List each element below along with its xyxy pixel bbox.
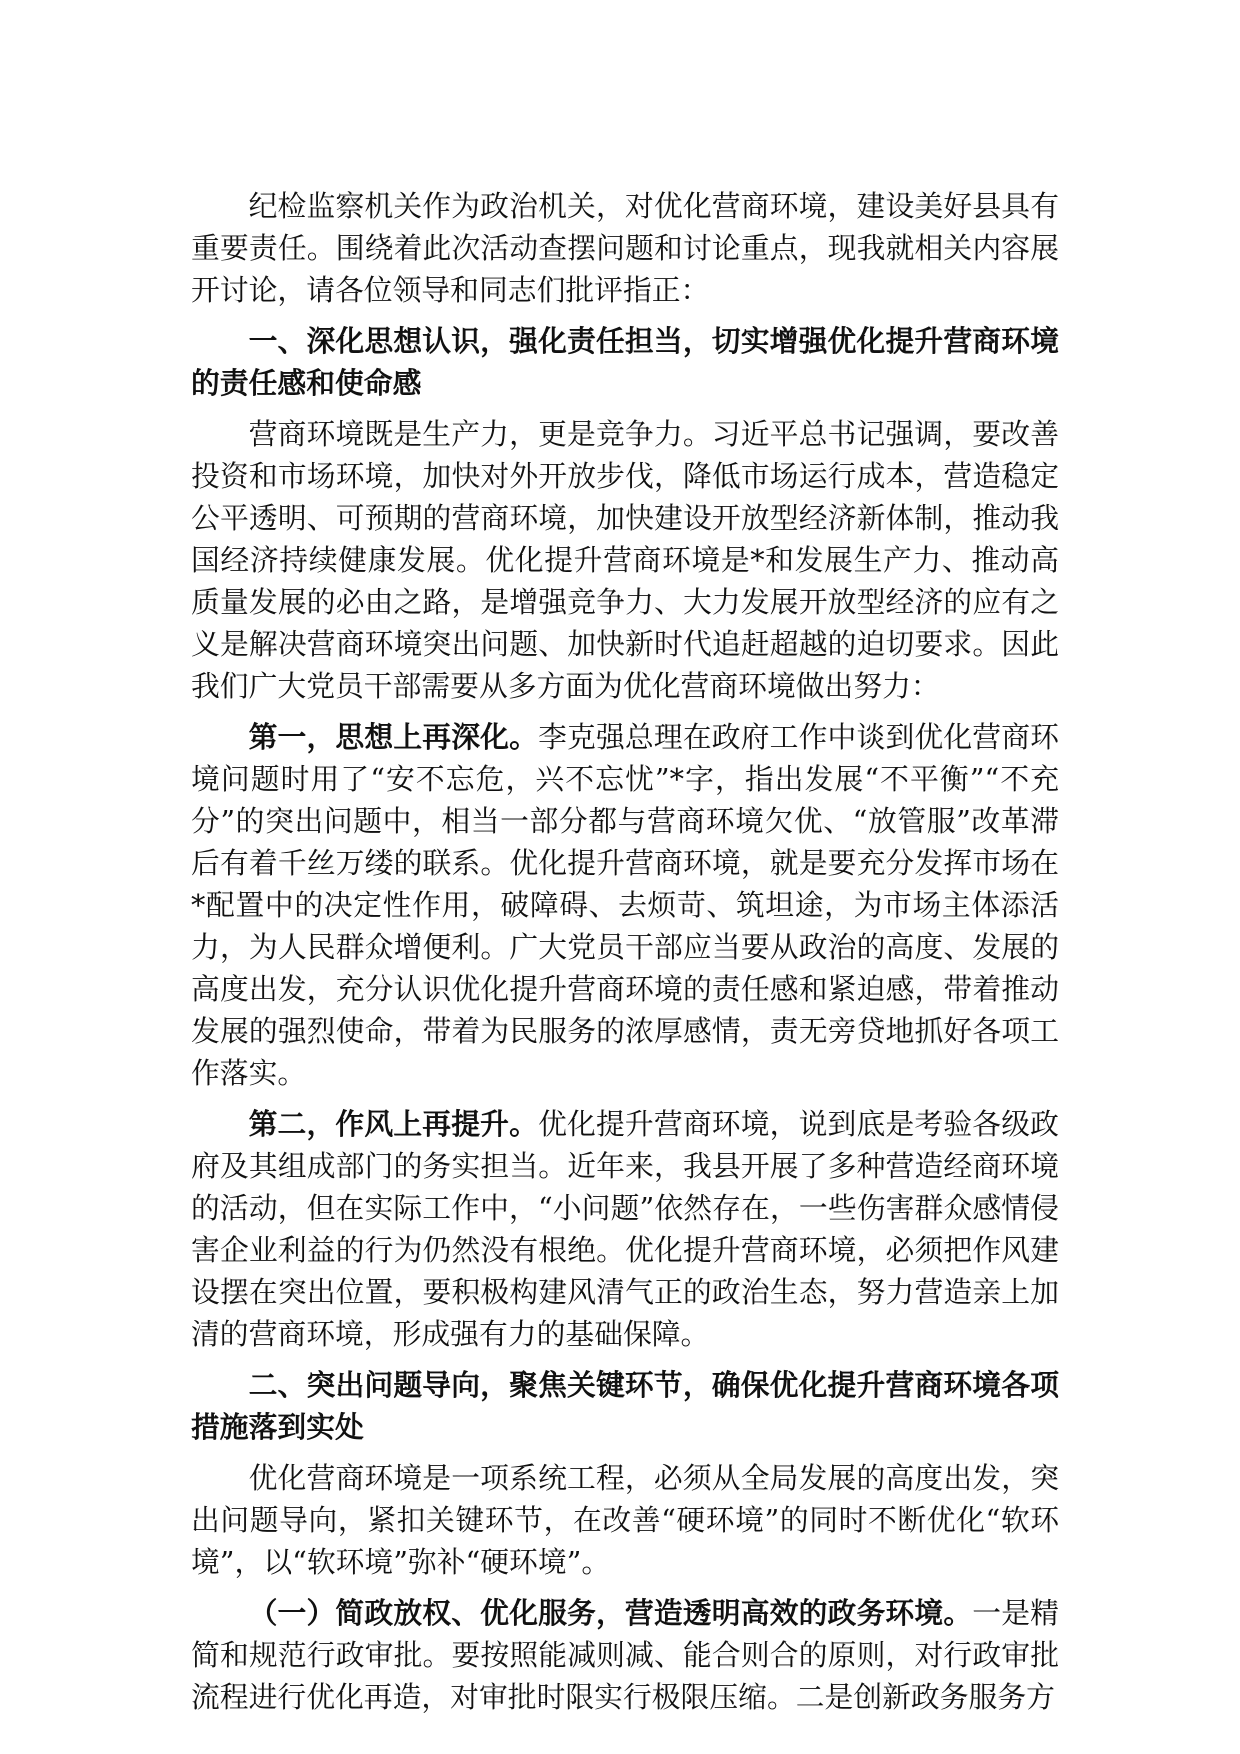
paragraph-text: 一是精简和规范行政审批。要按照能减则减、能合则合的原则，对行政审批流程进行优化再造，对审批时限实行极限压缩。二是创新政务服务方: [191, 1596, 1059, 1714]
section-heading-2: [191, 1364, 1059, 1448]
paragraph-text: 优化营商环境是一项系统工程，必须从全局发展的高度出发，突出问题导向，紧扣关键环节，在改善“硬环境”的同时不断优化“软环境”，以“软环境”弥补“硬环境”。: [191, 1461, 1059, 1579]
paragraph-text: 纪检监察机关作为政治机关，对优化营商环境，建设美好县具有重要责任。围绕着此次活动查摆问题和讨论重点，现我就相关内容展开讨论，请各位领导和同志们批评指正：: [191, 189, 1059, 307]
heading-text: 一、深化思想认识，强化责任担当，切实增强优化提升营商环境的责任感和使命感: [191, 324, 1059, 400]
paragraph-lead: 第二，作风上再提升。: [248, 1107, 539, 1141]
body-paragraph: [191, 716, 1059, 1094]
intro-paragraph: [191, 185, 1059, 311]
paragraph-text: 优化提升营商环境，说到底是考验各级政府及其组成部门的务实担当。近年来，我县开展了多种营造经商环境的活动，但在实际工作中，“小问题”依然存在，一些伤害群众感情侵害企业利益的行为仍然没有根绝。优化提升营商环境，必须把作风建设摆在突出位置，要积极构建风清气正的政治生态，努力营造亲上加清的营商环境，形成强有力的基础保障。: [191, 1107, 1059, 1351]
body-paragraph: [191, 1103, 1059, 1355]
body-paragraph: [191, 1457, 1059, 1583]
paragraph-lead: （一）简政放权、优化服务，营造透明高效的政务环境。: [248, 1596, 973, 1630]
paragraph-text: 李克强总理在政府工作中谈到优化营商环境问题时用了“安不忘危，兴不忘忧”*字，指出发展“不平衡”“不充分”的突出问题中，相当一部分都与营商环境欠优、“放管服”改革滞后有着千丝万缕的联系。优化提升营商环境，就是要充分发挥市场在*配置中的决定性作用，破障碍、去烦苛、筑坦途，为市场主体添活力，为人民群众增便利。广大党员干部应当要从政治的高度、发展的高度出发，充分认识优化提升营商环境的责任感和紧迫感，带着推动发展的强烈使命，带着为民服务的浓厚感情，责无旁贷地抓好各项工作落实。: [191, 720, 1059, 1090]
paragraph-text: 营商环境既是生产力，更是竞争力。习近平总书记强调，要改善投资和市场环境，加快对外开放步伐，降低市场运行成本，营造稳定公平透明、可预期的营商环境，加快建设开放型经济新体制，推动我国经济持续健康发展。优化提升营商环境是*和发展生产力、推动高质量发展的必由之路，是增强竞争力、大力发展开放型经济的应有之义是解决营商环境突出问题、加快新时代追赶超越的迫切要求。因此我们广大党员干部需要从多方面为优化营商环境做出努力：: [191, 417, 1059, 703]
body-paragraph: [191, 1592, 1059, 1718]
heading-text: 二、突出问题导向，聚焦关键环节，确保优化提升营商环境各项措施落到实处: [191, 1368, 1059, 1444]
section-heading-1: [191, 320, 1059, 404]
body-paragraph: [191, 413, 1059, 707]
paragraph-lead: 第一，思想上再深化。: [248, 720, 539, 754]
document-page: [191, 185, 1059, 1727]
